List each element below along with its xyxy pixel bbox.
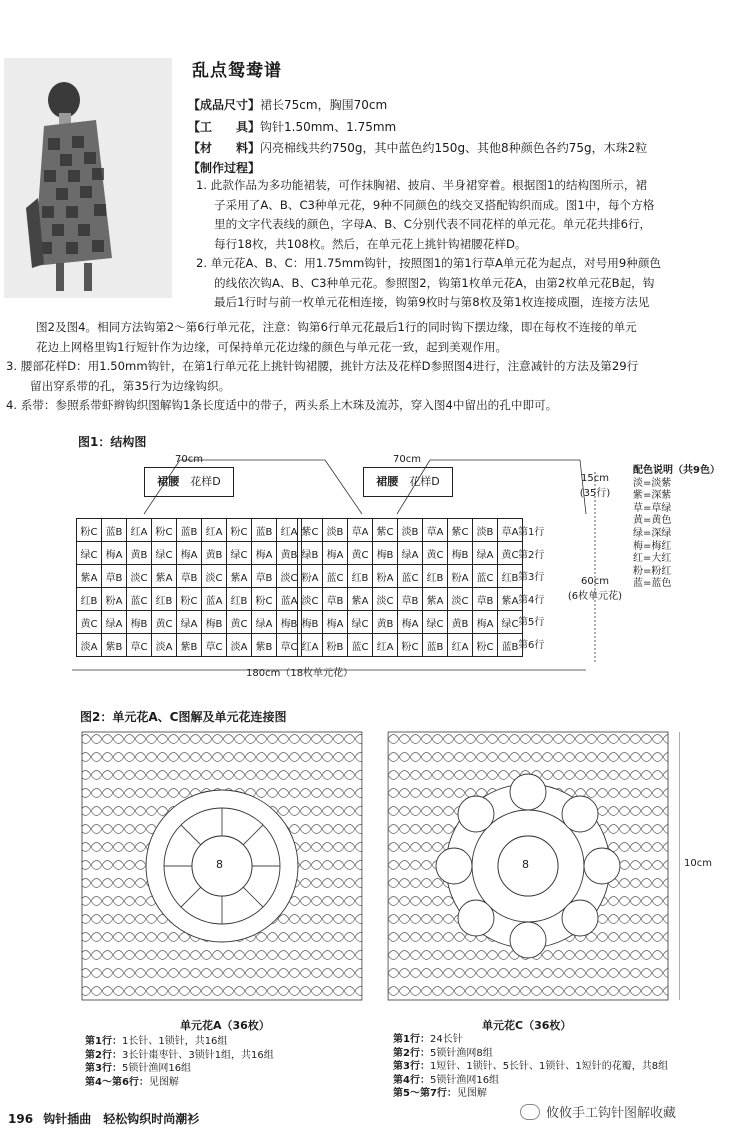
grid-cell: 淡C (277, 565, 302, 588)
grid-cell: 草A (348, 519, 373, 542)
grid-cell: 红B (498, 565, 523, 588)
grid-cell: 淡B (473, 519, 498, 542)
grid-cell: 红A (277, 519, 302, 542)
waist-height: 15cm (35行) (579, 473, 611, 499)
grid-cell: 梅A (252, 542, 277, 565)
unit-flower-grid-left (76, 518, 302, 657)
grid-cell: 紫A (348, 588, 373, 611)
grid-cell: 红B (152, 588, 177, 611)
grid-cell: 梅A (102, 542, 127, 565)
grid-cell: 紫C (448, 519, 473, 542)
grid-cell: 蓝C (127, 588, 152, 611)
grid-cell: 粉C (252, 588, 277, 611)
grid-cell: 草A (423, 519, 448, 542)
grid-cell: 梅B (127, 611, 152, 634)
grid-row (77, 611, 302, 634)
grid-cell: 淡B (323, 519, 348, 542)
grid-cell: 草B (252, 565, 277, 588)
grid-cell: 梅B (277, 611, 302, 634)
grid-row (298, 565, 523, 588)
grid-cell: 紫A (227, 565, 252, 588)
grid-cell: 紫B (102, 634, 127, 657)
grid-cell: 蓝C (398, 565, 423, 588)
grid-row (298, 542, 523, 565)
grid-cell: 紫B (177, 634, 202, 657)
fig2-label: 图2：单元花A、C图解及单元花连接图 (80, 710, 287, 724)
grid-cell: 粉A (298, 565, 323, 588)
grid-cell: 红B (348, 565, 373, 588)
fig1-width-right: 70cm (393, 454, 421, 465)
crochet-diagram (80, 730, 680, 1015)
grid-cell: 粉C (227, 519, 252, 542)
grid-cell: 粉C (473, 634, 498, 657)
grid-row (77, 634, 302, 657)
grid-cell: 草C (127, 634, 152, 657)
grid-cell: 黄B (202, 542, 227, 565)
step-text-block-1: 1. 此款作品为多功能裙装，可作抹胸裙、披肩、半身裙穿着。根据图1的结构图所示，裙 子采用了A、B、C3种单元花，9种不同颜色的线交叉搭配钩织而成。图1中，每个方格 里的文字代表线的颜色，字母A、B、C分别代表不同花样的单元花。单元花共排6行， 每行18枚，共108枚。然后，在单元花上挑针钩裙腰花样D。 2. 单元花A、B、C：用1.75mm钩针，按照图1的第1行草A单元花为起点，对号用9种颜色 的线依次钩A、B、C3种单元花。参照图2，钩第1枚单元花A，由第2枚单元花B起，钩 最后1行时与前一枚单元花相连接，钩第9枚时与第8枚及第1枚连接成圈，连接方法见 (196, 178, 662, 309)
grid-cell: 紫A (498, 588, 523, 611)
grid-cell: 黄B (373, 611, 398, 634)
grid-cell: 粉A (102, 588, 127, 611)
fig1-bottom-width: 180cm（18枚单元花） (246, 668, 354, 679)
spec-process: 【制作过程】 (188, 161, 261, 175)
grid-cell: 红B (77, 588, 102, 611)
grid-cell: 绿A (252, 611, 277, 634)
row-labels: 第1行 第2行 第3行 第4行 第5行 第6行 (518, 527, 545, 651)
grid-cell: 草C (202, 634, 227, 657)
garment-photo (4, 58, 172, 298)
grid-cell: 淡A (152, 634, 177, 657)
grid-cell: 黄C (498, 542, 523, 565)
grid-row (77, 565, 302, 588)
page-title: 乱点鸳鸯谱 (192, 61, 282, 81)
grid-cell: 紫C (298, 519, 323, 542)
rows-unit-c: 第1行：24长针 第2行：5锁针渔网8组 第3行：1短针、1锁针、5长针、1锁针、1短针的花瓣，共8组 第4行：5锁针渔网16组 第5～第7行：见图解 (393, 1034, 669, 1099)
grid-row (77, 588, 302, 611)
spec-materials: 【材 料】闪亮棉线共约750g，其中蓝色约150g、其他8种颜色各约75g，木珠2粒 (188, 141, 648, 155)
grid-cell: 梅B (448, 542, 473, 565)
grid-cell: 蓝A (277, 588, 302, 611)
grid-row (298, 588, 523, 611)
model-photo-illustration (4, 58, 172, 298)
caption-unit-a: 单元花A（36枚） (180, 1019, 270, 1032)
grid-cell: 粉A (448, 565, 473, 588)
grid-cell: 绿C (152, 542, 177, 565)
center-num-a: 8 (216, 858, 223, 871)
grid-cell: 梅A (323, 542, 348, 565)
rows-unit-a: 第1行：1长针、1锁针，共16组 第2行：3长针棗枣针、3锁针1组，共16组 第3行：5锁针渔网16组 第4～第6行：见图解 (85, 1036, 274, 1088)
grid-cell: 草B (473, 588, 498, 611)
center-num-c: 8 (522, 858, 529, 871)
grid-cell: 绿C (227, 542, 252, 565)
grid-cell: 红A (202, 519, 227, 542)
grid-cell: 草B (102, 565, 127, 588)
grid-cell: 梅A (473, 611, 498, 634)
spec-tools: 【工 具】钩针1.50mm、1.75mm (188, 120, 397, 134)
grid-row (298, 634, 523, 657)
grid-cell: 蓝B (423, 634, 448, 657)
grid-cell: 蓝B (498, 634, 523, 657)
grid-cell: 梅A (323, 611, 348, 634)
grid-cell: 绿C (348, 611, 373, 634)
page-number: 196 (8, 1112, 34, 1126)
grid-cell: 草C (277, 634, 302, 657)
grid-cell: 绿C (423, 611, 448, 634)
fig1-width-left: 70cm (175, 454, 203, 465)
grid-cell: 淡C (373, 588, 398, 611)
skirt-height: 60cm (6枚单元花) (567, 576, 623, 602)
grid-cell: 黄C (348, 542, 373, 565)
grid-cell: 绿A (177, 611, 202, 634)
grid-row (77, 519, 302, 542)
grid-cell: 梅A (398, 611, 423, 634)
grid-cell: 梅B (298, 611, 323, 634)
book-title: 钩针插曲 轻松钩织时尚潮衫 (43, 1112, 200, 1126)
grid-row (298, 611, 523, 634)
grid-cell: 梅A (177, 542, 202, 565)
grid-cell: 紫B (252, 634, 277, 657)
grid-cell: 草B (398, 588, 423, 611)
step-text-block-2: 图2及图4。相同方法钩第2～第6行单元花，注意：钩第6行单元花最后1行的同时钩下摆边缘，即在每枚不连接的单元 花边上网格里钩1行短针作为边缘，可保持单元花边缘的颜色与单元花一致，起到美观作用。 3. 腰部花样D：用1.50mm钩针，在第1行单元花上挑针钩裙腰，挑针方法及花样D参照图4进行，注意减针的方法及第29行 留出穿系带的孔，第35行为边缘钩织。 4. 系带：参照系带虾辫钩织图解钩1条长度适中的带子，两头系上木珠及流苏，穿入图4中留出的孔中即可。 (6, 320, 639, 412)
grid-cell: 红A (448, 634, 473, 657)
grid-cell: 紫A (152, 565, 177, 588)
grid-cell: 红A (298, 634, 323, 657)
grid-cell: 红A (373, 634, 398, 657)
grid-cell: 黄B (127, 542, 152, 565)
grid-cell: 绿B (298, 542, 323, 565)
grid-cell: 蓝C (473, 565, 498, 588)
grid-cell: 淡A (77, 634, 102, 657)
grid-cell: 粉C (152, 519, 177, 542)
grid-cell: 梅B (373, 542, 398, 565)
fig1-label: 图1：结构图 (78, 435, 147, 449)
grid-cell: 淡C (448, 588, 473, 611)
grid-cell: 黄B (448, 611, 473, 634)
watermark: 攸攸手工钩针图解收藏 (520, 1102, 676, 1121)
grid-cell: 淡C (298, 588, 323, 611)
grid-cell: 草A (498, 519, 523, 542)
grid-cell: 绿A (473, 542, 498, 565)
grid-cell: 梅B (202, 611, 227, 634)
grid-cell: 黄C (227, 611, 252, 634)
grid-cell: 黄C (423, 542, 448, 565)
grid-cell: 红B (423, 565, 448, 588)
grid-row (77, 542, 302, 565)
grid-cell: 蓝B (252, 519, 277, 542)
grid-cell: 淡C (202, 565, 227, 588)
grid-cell: 红B (227, 588, 252, 611)
grid-cell: 紫A (77, 565, 102, 588)
grid-cell: 绿A (398, 542, 423, 565)
spec-size: 【成品尺寸】裙长75cm，胸围70cm (188, 98, 388, 112)
fig2-height: 10cm (684, 858, 712, 869)
grid-cell: 淡A (227, 634, 252, 657)
grid-cell: 绿C (77, 542, 102, 565)
grid-cell: 绿A (102, 611, 127, 634)
caption-unit-c: 单元花C（36枚） (482, 1019, 572, 1032)
grid-cell: 粉C (77, 519, 102, 542)
waist-box-right: 裙腰 花样D (363, 467, 453, 497)
grid-cell: 蓝A (202, 588, 227, 611)
grid-cell: 草B (323, 588, 348, 611)
grid-cell: 草B (177, 565, 202, 588)
grid-cell: 紫C (373, 519, 398, 542)
unit-flower-grid-right (297, 518, 523, 657)
grid-row (298, 519, 523, 542)
grid-cell: 黄B (277, 542, 302, 565)
grid-cell: 粉B (323, 634, 348, 657)
grid-cell: 蓝B (177, 519, 202, 542)
grid-cell: 红A (127, 519, 152, 542)
grid-cell: 粉C (398, 634, 423, 657)
color-legend: 配色说明（共9色） 淡=淡紫 紫=深紫 草=草绿 黄=黄色 绿=深绿 梅=梅红 红=大红 粉=粉红 蓝=蓝色 (633, 465, 720, 590)
grid-cell: 淡B (398, 519, 423, 542)
page-footer (8, 1110, 199, 1127)
wechat-icon (520, 1104, 540, 1120)
grid-cell: 绿C (498, 611, 523, 634)
grid-cell: 紫A (423, 588, 448, 611)
grid-cell: 蓝C (323, 565, 348, 588)
grid-cell: 蓝B (102, 519, 127, 542)
grid-cell: 粉A (373, 565, 398, 588)
grid-cell: 黄C (77, 611, 102, 634)
grid-cell: 黄C (152, 611, 177, 634)
grid-cell: 粉C (177, 588, 202, 611)
grid-cell: 淡C (127, 565, 152, 588)
waist-box-left: 裙腰 花样D (144, 467, 234, 497)
grid-cell: 蓝C (348, 634, 373, 657)
